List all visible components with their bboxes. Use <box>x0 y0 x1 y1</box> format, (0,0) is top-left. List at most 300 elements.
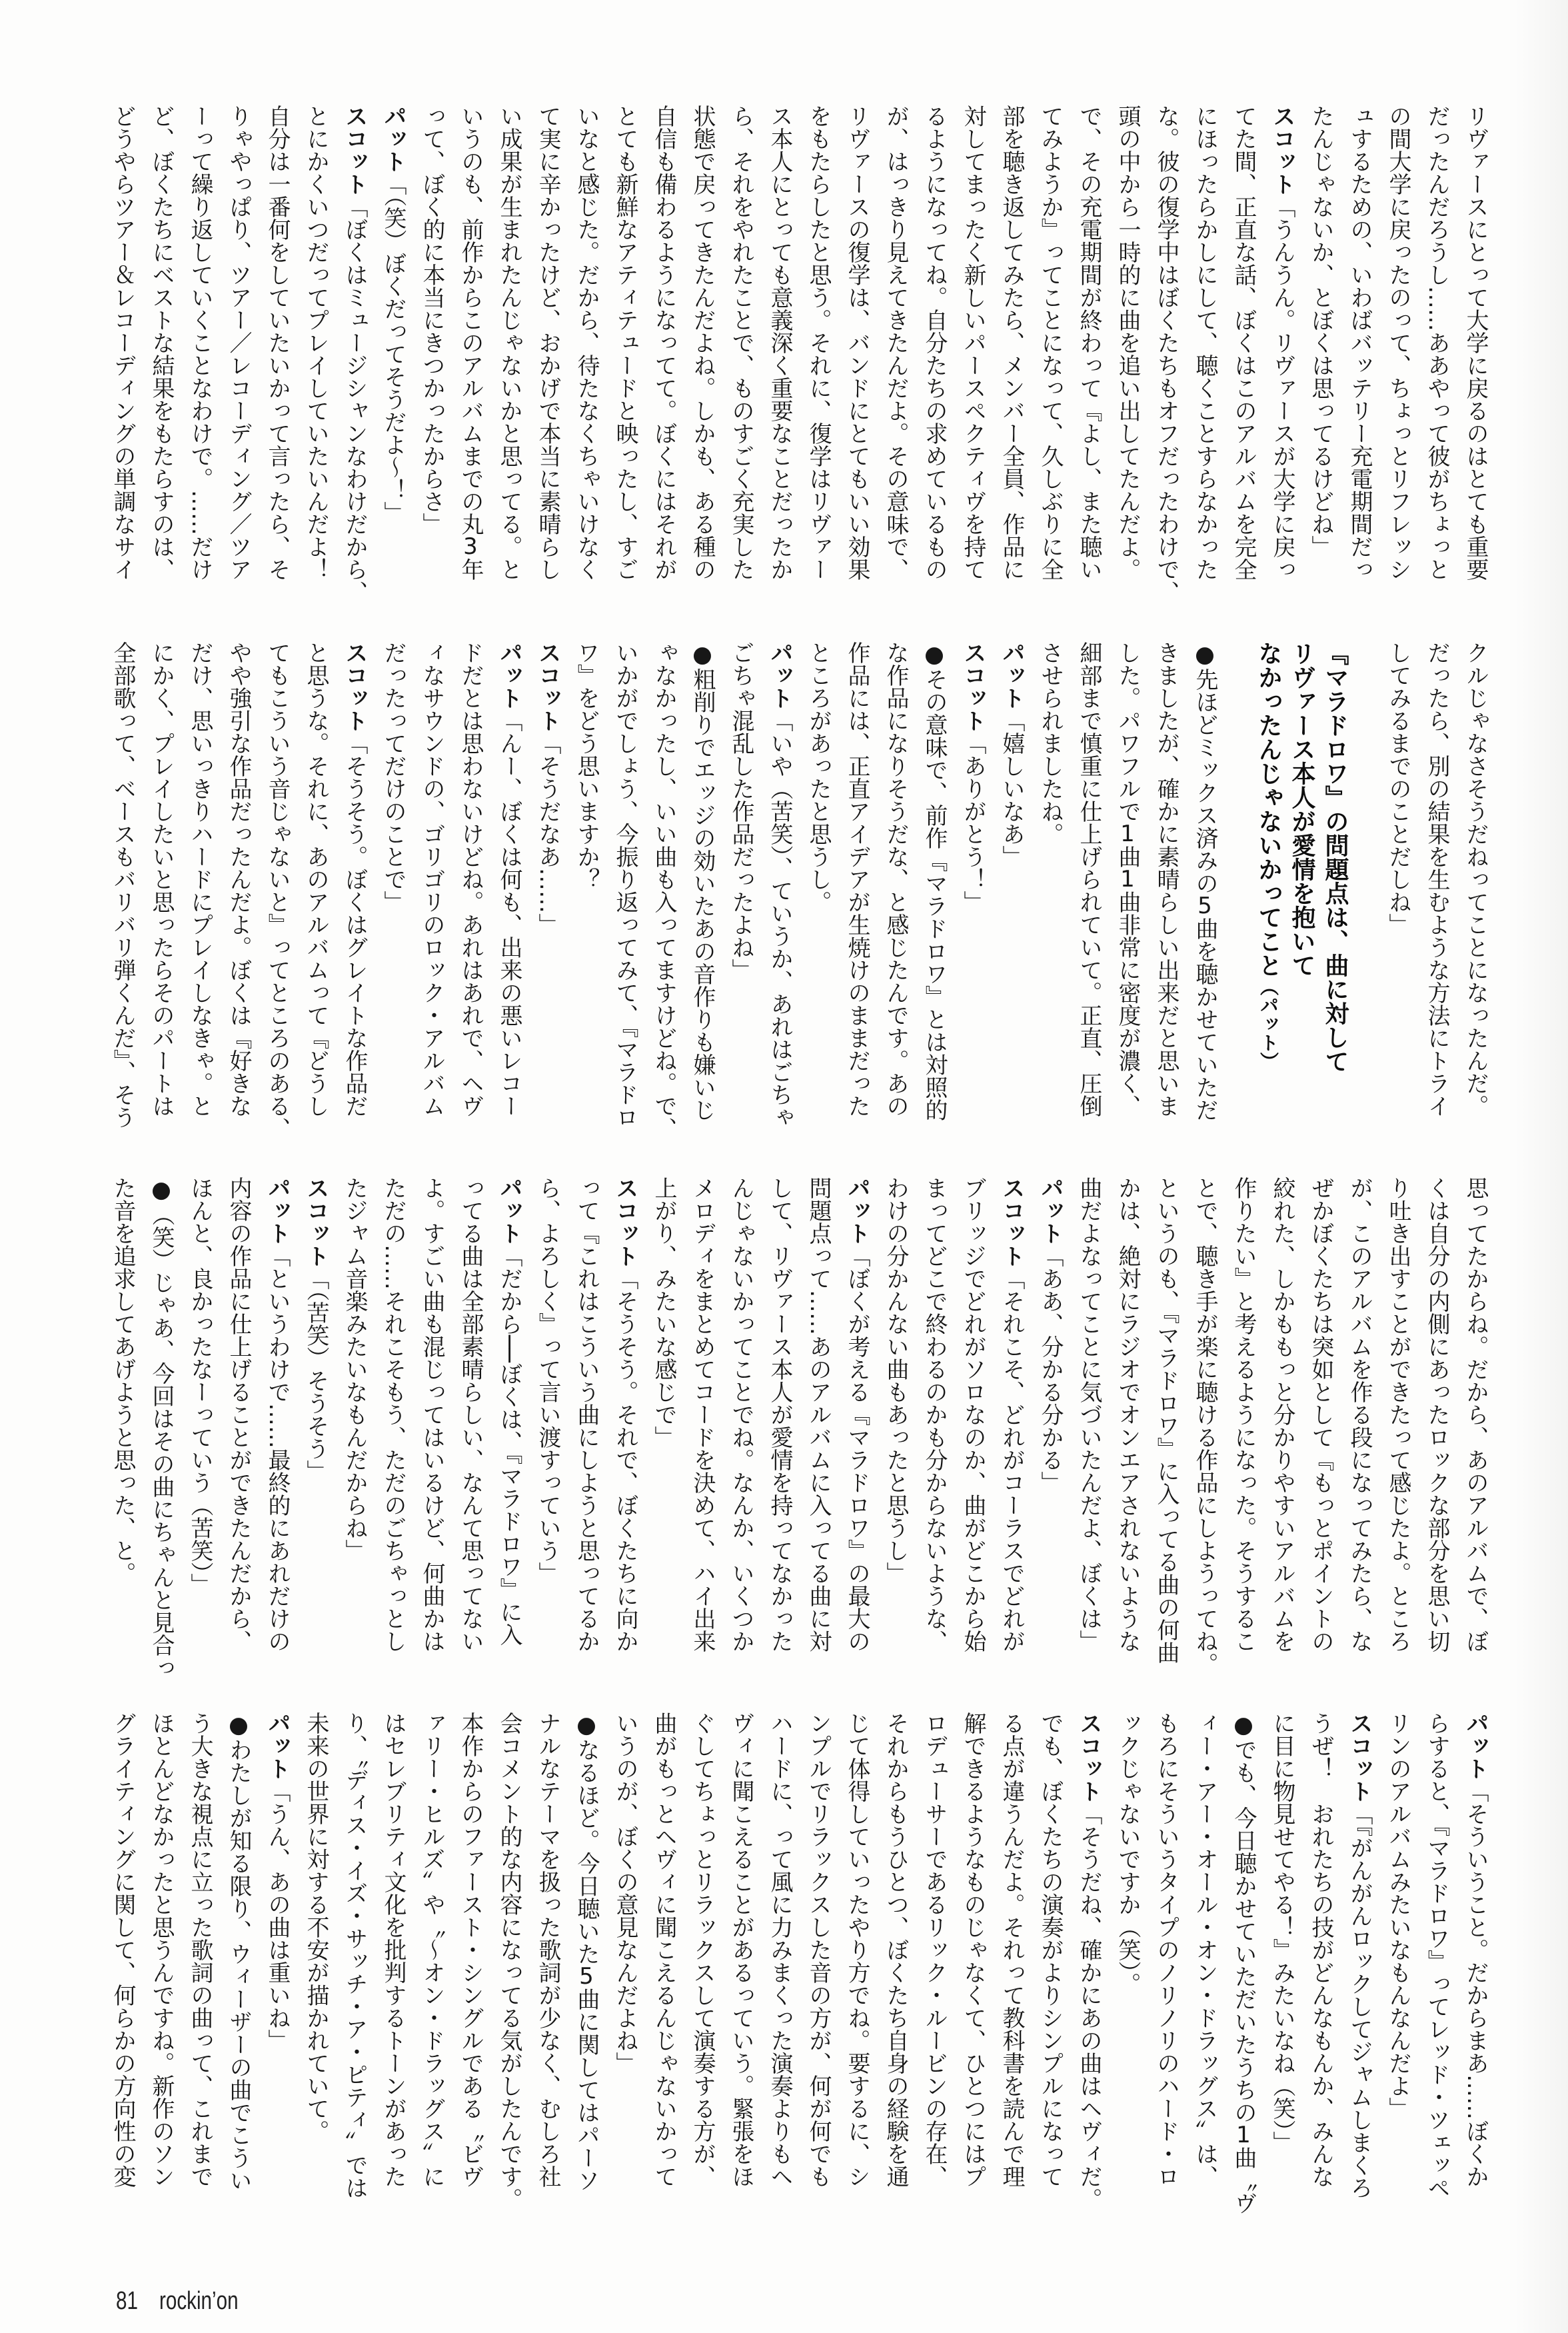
column-text: ど、ぼくたちにベストな結果をもたらすのは、 <box>148 105 175 581</box>
upright-digit: 1 <box>1236 2124 1251 2146</box>
text-column <box>1185 1176 1224 1675</box>
text-column <box>335 641 374 1117</box>
column-text: ィー・アー・オール・オン・ドラッグス〟は、 <box>1191 1712 1218 2188</box>
text-column <box>644 641 683 1140</box>
text-column <box>1108 1712 1147 2188</box>
text-column <box>103 1712 142 2188</box>
column-text: 「（苦笑）そうそう」 <box>303 1267 329 1482</box>
text-column <box>1147 641 1185 1117</box>
text-column <box>335 1176 374 1652</box>
text-column <box>219 105 258 581</box>
text-column <box>1108 1176 1147 1652</box>
speaker-name: パット <box>380 105 406 173</box>
column-text: いかがでしょう、今振り返ってみて、『マラドロ <box>612 641 638 1129</box>
text-column <box>181 1712 219 2188</box>
column-text: リンのアルバムみたいなもんなんだよ」 <box>1385 1712 1411 2120</box>
column-text: たジャム音楽みたいなもんだからね」 <box>341 1176 368 1562</box>
text-tier-3 <box>103 1176 1495 1679</box>
text-column <box>181 1176 219 1652</box>
column-text: ほんと、良かったなーっていう（苦笑）」 <box>187 1176 213 1596</box>
text-column <box>1147 1176 1185 1664</box>
speaker-name: スコット <box>341 641 368 732</box>
text-column <box>1340 1712 1379 2199</box>
speaker-name: スコット <box>1269 105 1295 195</box>
text-column <box>1070 1176 1108 1652</box>
text-column <box>683 105 722 581</box>
column-text: やや強引な作品だったんだよ。ぼくは『好きな <box>225 641 252 1117</box>
column-text: と思うな。それに、あのアルバムって『どうし <box>303 641 329 1117</box>
upright-digit: 3 <box>463 535 478 558</box>
page-footer <box>116 2288 239 2314</box>
column-text: る点が違うんだよ。それって教科書を読んで理 <box>998 1712 1025 2188</box>
text-column <box>1147 1712 1185 2188</box>
column-text: ら、それをやれたことで、ものすごく充実した <box>728 105 754 581</box>
column-text: どうやらツアー＆レコーディングの単調なサイ <box>109 105 136 581</box>
text-column <box>412 1176 451 1652</box>
column-text: ところがあったと思うし。 <box>805 641 832 913</box>
text-column <box>142 105 181 581</box>
pull-quote <box>1224 641 1379 1117</box>
column-text: ら、よろしく』って言い渡すっていう」 <box>534 1176 561 1584</box>
text-column <box>992 105 1031 581</box>
column-text: 「うんうん。リヴァースが大学に戻っ <box>1269 195 1295 581</box>
speaker-name: スコット <box>534 641 561 732</box>
pull-quote-text: なかったんじゃないかってこと <box>1255 641 1282 977</box>
column-text: な作品になりそうだな、と感じたんです。あの <box>882 641 909 1117</box>
text-column <box>219 641 258 1117</box>
column-text: させられましたね。 <box>1037 641 1064 845</box>
text-column <box>103 641 142 1129</box>
column-text: くは自分の内側にあったロックな部分を思い切 <box>1423 1176 1450 1652</box>
column-text: ぐしてちょっとリラックスして演奏する方が、 <box>689 1712 716 2188</box>
text-column <box>1456 1712 1495 2188</box>
column-text: にほったらかしにして、聴くことすらなかった <box>1191 105 1218 581</box>
column-text: わけの分かんない曲もあったと思うし」 <box>882 1176 909 1584</box>
column-text: ●でも、今日聴かせていただいたうちの1曲〝ヴ <box>1230 1712 1257 2214</box>
column-text: してみるまでのことだしね」 <box>1385 641 1411 936</box>
column-text: て実に辛かったけど、おかげで本当に素晴らし <box>534 105 561 581</box>
column-text: ナルなテーマを扱った歌詞が少なく、むしろ社 <box>534 1712 561 2188</box>
text-column <box>1108 641 1147 1117</box>
column-text: 作品には、正直アイデアが生焼けのままだった <box>844 641 870 1117</box>
text-column <box>722 1712 760 2188</box>
column-text: いうのが、ぼくの意見なんだよね」 <box>612 1712 638 2074</box>
upright-digit: 5 <box>1197 895 1212 917</box>
text-column <box>528 105 567 581</box>
column-text: り吐き出すことができたって感じたよ。ところ <box>1385 1176 1411 1652</box>
column-text: で、その充電期間が終わって『よし、また聴い <box>1076 105 1102 581</box>
text-column <box>1070 1712 1108 2210</box>
text-tier-2 <box>103 641 1495 1140</box>
column-text: って『これはこういう曲にしようと思ってるか <box>573 1176 600 1652</box>
text-column <box>683 641 722 1121</box>
column-text: 内容の作品に仕上げることができたんだから、 <box>225 1176 252 1652</box>
column-text: ワ』をどう思いますか？ <box>573 641 600 891</box>
text-column <box>915 1712 954 2188</box>
text-column <box>374 641 412 1117</box>
column-text: 「というわけで……最終的にあれだけの <box>264 1244 291 1652</box>
text-tier-4 <box>103 1712 1495 2214</box>
text-column <box>1379 105 1417 581</box>
column-text: 上がり、みたいな感じで」 <box>650 1176 677 1448</box>
text-column <box>760 1176 799 1652</box>
column-text: もろにそういうタイプのノリノリのハード・ロ <box>1153 1712 1179 2188</box>
text-column <box>451 1176 490 1652</box>
column-text: な。彼の復学中はぼくたちもオフだったわけで、 <box>1153 105 1179 603</box>
text-column <box>1031 641 1070 1117</box>
text-column <box>1263 1176 1301 1652</box>
text-column <box>1263 105 1301 581</box>
text-column <box>258 1712 297 2188</box>
text-column <box>1379 1712 1417 2188</box>
speaker-name: スコット <box>303 1176 329 1267</box>
text-column <box>1340 105 1379 581</box>
text-column <box>1031 1712 1070 2188</box>
column-text: 解できるようなものじゃなくて、ひとつにはプ <box>960 1712 986 2188</box>
text-column <box>335 105 374 603</box>
text-column <box>876 1176 915 1652</box>
column-text: リヴァースの復学は、バンドにとてもいい効果 <box>844 105 870 581</box>
column-text: 「そうだなあ……」 <box>534 732 561 936</box>
speaker-name: スコット <box>1076 1712 1102 1802</box>
text-column <box>722 1176 760 1652</box>
text-column <box>606 1176 644 1652</box>
column-text: てもこういう音じゃないと』ってところのある、 <box>264 641 291 1140</box>
text-column <box>490 1712 528 2210</box>
text-column <box>992 1712 1031 2188</box>
column-text: クルじゃなさそうだねってことになったんだ。 <box>1462 641 1489 1117</box>
text-column <box>374 1176 412 1652</box>
column-text: ス本人にとっても意義深く重要なことだったか <box>766 105 793 581</box>
text-column <box>1379 1176 1417 1652</box>
text-column <box>1031 1176 1070 1652</box>
column-text: たんじゃないか、とぼくは思ってるけどね」 <box>1307 105 1334 558</box>
column-text: い成果が生まれたんじゃないかと思ってる。と <box>496 105 522 581</box>
text-column <box>799 641 838 1117</box>
pull-quote-line <box>1251 641 1285 1117</box>
text-column <box>181 641 219 1117</box>
text-column <box>412 1712 451 2188</box>
column-text: 絞れた、しかももっと分かりやすいアルバムを <box>1269 1176 1295 1652</box>
column-text: というのも、『マラドロワ』に入ってる曲の何曲 <box>1153 1176 1179 1664</box>
text-column <box>297 1712 335 2188</box>
column-text: とで、聴き手が楽に聴ける作品にしようってね。 <box>1191 1176 1218 1675</box>
text-column <box>954 1712 992 2188</box>
text-column <box>838 1176 876 1652</box>
text-column <box>1108 105 1147 581</box>
text-column <box>219 1712 258 2192</box>
speaker-name: パット <box>496 641 522 709</box>
column-text: 思ってたからね。だから、あのアルバムで、ぼ <box>1462 1176 1489 1652</box>
text-column <box>644 1712 683 2188</box>
text-column <box>1224 105 1263 581</box>
column-text: ゃなかったし、いい曲も入ってますけどね。で、 <box>650 641 677 1140</box>
column-text: ●その意味で、前作『マラドロワ』とは対照的 <box>921 641 948 1121</box>
text-column <box>683 1176 722 1652</box>
column-text: ●先ほどミックス済みの5曲を聴かせていただ <box>1191 641 1218 1121</box>
text-column <box>1185 105 1224 581</box>
column-text: んじゃないかってことでね。なんか、いくつか <box>728 1176 754 1652</box>
column-text: だったら、別の結果を生むような方法にトライ <box>1423 641 1450 1117</box>
column-text: いうのも、前作からこのアルバムまでの丸3年 <box>457 105 484 581</box>
column-text: ュするための、いわばバッテリー充電期間だっ <box>1346 105 1373 581</box>
column-text: でも、ぼくたちの演奏がよりシンプルになって <box>1037 1712 1064 2188</box>
text-column <box>528 641 567 1117</box>
column-text: ほとんどなかったと思うんですね。新作のソン <box>148 1712 175 2188</box>
text-column <box>838 1712 876 2188</box>
column-text: 全部歌って、ベースもバリバリ弾くんだ』、そう <box>109 641 136 1129</box>
pull-quote-line <box>1285 641 1318 1117</box>
magazine-name: rockin’on <box>159 2287 239 2315</box>
text-column <box>490 641 528 1117</box>
column-text: それからもうひとつ、ぼくたち自身の経験を通 <box>882 1712 909 2188</box>
text-column <box>760 641 799 1129</box>
text-column <box>219 1176 258 1652</box>
text-column <box>876 105 915 581</box>
text-column <box>1224 1712 1263 2214</box>
text-column <box>606 1712 644 2188</box>
column-text: はセレブリティ文化を批判するトーンがあった <box>380 1712 406 2188</box>
column-text: ただの……それこそもう、ただのごちゃっとし <box>380 1176 406 1652</box>
text-column <box>799 1176 838 1652</box>
text-column <box>1379 641 1417 1117</box>
column-text: の間大学に戻ったのって、ちょっとリフレッシ <box>1385 105 1411 581</box>
text-column <box>490 1176 528 1652</box>
column-text: 「そうそう。ぼくはグレイトな作品だ <box>341 732 368 1117</box>
column-text: 「ありがとう！」 <box>960 732 986 913</box>
column-text: リヴァースにとって大学に戻るのはとても重要 <box>1462 105 1489 581</box>
text-column <box>992 1176 1031 1652</box>
text-column <box>1301 1176 1340 1652</box>
text-column <box>1070 641 1108 1117</box>
text-column <box>142 641 181 1117</box>
column-text: 「『がんがんロックしてジャムしまくろ <box>1346 1802 1373 2199</box>
text-column <box>954 105 992 581</box>
column-text: 「そうだね、確かにあの曲はヘヴィだ。 <box>1076 1802 1102 2210</box>
text-column <box>838 105 876 581</box>
text-column <box>760 1712 799 2188</box>
column-text: 「ぼくが考える『マラドロワ』の最大の <box>844 1244 870 1652</box>
speaker-name: スコット <box>612 1176 638 1267</box>
column-text: 細部まで慎重に仕上げられていて。正直、圧倒 <box>1076 641 1102 1117</box>
text-column <box>297 105 335 581</box>
pull-quote-line <box>1318 641 1351 1117</box>
column-text: をもたらしたと思う。それに、復学はリヴァー <box>805 105 832 581</box>
column-text: 「いや（苦笑）、ていうか、あれはごちゃ <box>766 709 793 1129</box>
text-column <box>799 1712 838 2188</box>
text-column <box>567 1176 606 1652</box>
text-tier-1 <box>103 105 1495 603</box>
column-text: メロディをまとめてコードを決めて、ハイ出来 <box>689 1176 716 1652</box>
column-text: 「ぼくはミュージシャンなわけだから、 <box>341 195 368 603</box>
column-text: ●粗削りでエッジの効いたあの音作りも嫌いじ <box>689 641 716 1121</box>
column-text: よ。すごい曲も混じってはいるけど、何曲かは <box>418 1176 445 1652</box>
column-text: 「そういうこと。だからまあ……ぼくか <box>1462 1780 1489 2188</box>
column-text: てた間、正直な話、ぼくはこのアルバムを完全 <box>1230 105 1257 581</box>
column-text: だったってだけのことで」 <box>380 641 406 913</box>
column-text: 問題点って……あのアルバムに入ってる曲に対 <box>805 1176 832 1652</box>
text-column <box>258 1176 297 1652</box>
speaker-name: スコット <box>1346 1712 1373 1802</box>
pull-quote-text: 『マラドロワ』の問題点は、曲に対して <box>1321 641 1349 1073</box>
column-text: るようになってね。自分たちの求めているもの <box>921 105 948 581</box>
text-column <box>644 1176 683 1652</box>
text-column <box>838 641 876 1117</box>
text-column <box>258 105 297 581</box>
column-text: に目に物見せてやる！』みたいなね（笑）」 <box>1269 1712 1295 2154</box>
column-text: きましたが、確かに素晴らしい出来だと思いま <box>1153 641 1179 1117</box>
column-text: 未来の世界に対する不安が描かれていて。 <box>303 1712 329 2142</box>
text-column <box>103 105 142 581</box>
text-column <box>760 105 799 581</box>
column-text: ァリー・ヒルズ〟や〝〜オン・ドラッグス〟に <box>418 1712 445 2188</box>
column-text: ィなサウンドの、ゴリゴリのロック・アルバム <box>418 641 445 1117</box>
column-text: ヴィに聞こえることがあるっていう。緊張をほ <box>728 1712 754 2188</box>
column-text: う大きな視点に立った歌詞の曲って、これまで <box>187 1712 213 2188</box>
column-text: 「ああ、分かる分かる」 <box>1037 1244 1064 1494</box>
text-column <box>1185 641 1224 1121</box>
column-text: 状態で戻ってきたんだよね。しかも、ある種の <box>689 105 716 581</box>
column-text: た音を追求してあげようと思った、と。 <box>109 1176 136 1584</box>
text-column <box>722 105 760 581</box>
speaker-name: パット <box>1462 1712 1489 1780</box>
column-text: 「だから──ぼくは、『マラドロワ』に入 <box>496 1244 522 1646</box>
text-column <box>451 1712 490 2188</box>
column-text: が、このアルバムを作る段になってみたら、な <box>1346 1176 1373 1652</box>
column-text: 作りたい』と考えるようになった。そうするこ <box>1230 1176 1257 1652</box>
column-text: が、はっきり見えてきたんだよ。その意味で、 <box>882 105 909 581</box>
column-text: ごちゃ混乱した作品だったよね」 <box>728 641 754 981</box>
column-text: いなと感じた。だから、待たなくちゃいけなく <box>573 105 600 581</box>
column-text: てみようか』ってことになって、久しぶりに全 <box>1037 105 1064 581</box>
text-column <box>1456 641 1495 1117</box>
column-text: にかく、プレイしたいと思ったらそのパートは <box>148 641 175 1117</box>
column-text: 頭の中から一時的に曲を追い出してたんだよ。 <box>1114 105 1141 581</box>
speaker-name: パット <box>998 641 1025 709</box>
column-text: 「嬉しいなあ」 <box>998 709 1025 868</box>
text-column <box>683 1712 722 2188</box>
column-text: 本作からのファースト・シングルである〝ビヴ <box>457 1712 484 2188</box>
text-column <box>103 1176 142 1652</box>
text-column <box>1340 1176 1379 1652</box>
pull-quote-text: リヴァース本人が愛情を抱いて <box>1288 641 1315 977</box>
upright-digit: 1 <box>1120 868 1135 891</box>
text-column <box>1417 1712 1456 2199</box>
column-text: ックじゃないですか（笑）。 <box>1114 1712 1141 1995</box>
text-column <box>1456 105 1495 581</box>
text-column <box>567 641 606 1117</box>
text-column <box>567 1712 606 2192</box>
text-column <box>1456 1176 1495 1652</box>
text-column <box>1417 1176 1456 1652</box>
speaker-name: スコット <box>998 1176 1025 1267</box>
text-column <box>992 641 1031 1117</box>
column-text: らすると、『マラドロワ』ってレッド・ツェッペ <box>1423 1712 1450 2199</box>
column-text: ってる曲は全部素晴らしい、なんて思ってない <box>457 1176 484 1652</box>
text-column <box>490 105 528 581</box>
text-column <box>1417 641 1456 1117</box>
pull-quote-attribution: （パット） <box>1257 977 1279 1071</box>
column-text: うぜ！ おれたちの技がどんなもんか、みんな <box>1307 1712 1334 2188</box>
column-text: 曲がもっとヘヴィに聞こえるんじゃないかって <box>650 1712 677 2188</box>
column-text: かは、絶対にラジオでオンエアされないような <box>1114 1176 1141 1652</box>
column-text: 自信も備わるようになってて。ぼくにはそれが <box>650 105 677 581</box>
column-text: ●なるほど。今日聴いた5曲に関してはパーソ <box>573 1712 600 2192</box>
column-text: 「（笑）ぼくだってそうだよ〜！」 <box>380 173 406 524</box>
column-text: って、ぼく的に本当にきつかったからさ」 <box>418 105 445 535</box>
column-text: とても新鮮なアティテュードと映ったし、すご <box>612 105 638 581</box>
column-text: 対してまったく新しいパースペクティヴを持て <box>960 105 986 581</box>
speaker-name: パット <box>496 1176 522 1244</box>
text-column <box>1301 1712 1340 2188</box>
column-text: した。パワフルで1曲1曲非常に密度が濃く、 <box>1114 641 1141 1117</box>
page-number: 81 <box>116 2287 138 2315</box>
speaker-name: スコット <box>960 641 986 732</box>
text-column <box>722 641 760 1117</box>
text-column <box>412 105 451 581</box>
column-text: ーって繰り返していくことなわけで。……だけ <box>187 105 213 581</box>
speaker-name: パット <box>264 1176 291 1244</box>
speaker-name: スコット <box>341 105 368 195</box>
column-text: だったんだろうし……ああやって彼がちょっと <box>1423 105 1450 581</box>
speaker-name: パット <box>264 1712 291 1780</box>
text-column <box>1224 1176 1263 1652</box>
column-text: じて体得していったやり方でね。要するに、シ <box>844 1712 870 2188</box>
speaker-name: パット <box>844 1176 870 1244</box>
text-column <box>954 1176 992 1652</box>
text-column <box>142 1176 181 1679</box>
speaker-name: パット <box>1037 1176 1064 1244</box>
column-text: 曲だよなってことに気づいたんだよ、ぼくは」 <box>1076 1176 1102 1652</box>
column-text: とにかくいつだってプレイしていたいんだよ！ <box>303 105 329 581</box>
text-column <box>915 641 954 1121</box>
column-text: ハードに、って風に力みまくった演奏よりもヘ <box>766 1712 793 2188</box>
text-column <box>451 641 490 1117</box>
column-text: ンプルでリラックスした音の方が、何が何でも <box>805 1712 832 2188</box>
text-column <box>1417 105 1456 581</box>
text-column <box>567 105 606 581</box>
text-column <box>297 641 335 1117</box>
text-column <box>954 641 992 1117</box>
text-column <box>142 1712 181 2188</box>
text-column <box>528 1176 567 1652</box>
column-text: 「うん、あの曲は重いね」 <box>264 1780 291 2052</box>
text-column <box>335 1712 374 2199</box>
text-column <box>412 641 451 1117</box>
text-column <box>528 1712 567 2188</box>
text-column <box>374 105 412 581</box>
column-text: 「そうそう。それで、ぼくたちに向か <box>612 1267 638 1652</box>
text-column <box>1147 105 1185 603</box>
column-text: 「それこそ、どれがコーラスでどれが <box>998 1267 1025 1652</box>
column-text: ●（笑）じゃあ、今回はその曲にちゃんと見合っ <box>148 1176 175 1679</box>
text-column <box>876 1712 915 2188</box>
text-column <box>1031 105 1070 581</box>
text-column <box>876 641 915 1117</box>
column-text: 「んー、ぼくは何も、出来の悪いレコー <box>496 709 522 1117</box>
text-column <box>1263 1712 1301 2188</box>
text-column <box>915 1176 954 1652</box>
column-text: り、〝ディス・イズ・サッチ・ア・ピティ〟では <box>341 1712 368 2199</box>
text-column <box>799 105 838 581</box>
text-column <box>915 105 954 581</box>
text-column <box>374 1712 412 2188</box>
upright-digit: 5 <box>579 1965 594 1988</box>
column-text: 会コメント的な内容になってる気がしたんです。 <box>496 1712 522 2210</box>
text-column <box>258 641 297 1140</box>
text-column <box>606 105 644 581</box>
column-text: まってどこで終わるのかも分からないような、 <box>921 1176 948 1652</box>
